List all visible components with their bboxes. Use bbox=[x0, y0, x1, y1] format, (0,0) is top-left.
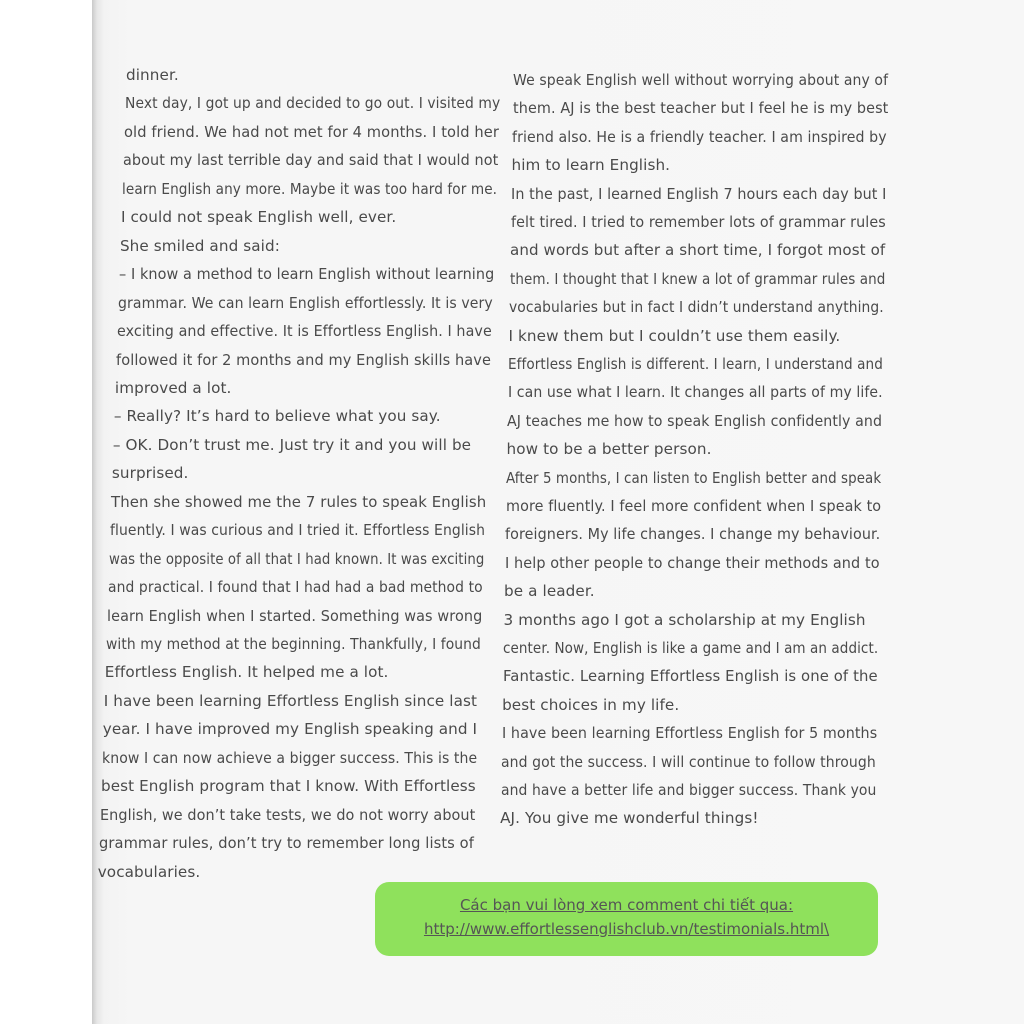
left-column-line: grammar rules, don’t try to remember long lists of bbox=[98, 834, 474, 853]
right-column-line: and words but after a short time, I forgot most of bbox=[510, 241, 886, 260]
left-column-line: with my method at the beginning. Thankfully, I found bbox=[105, 635, 481, 653]
right-column-line: I knew them but I couldn’t use them easily. bbox=[508, 326, 841, 345]
left-column-line: learn English when I started. Something was wrong bbox=[106, 606, 483, 625]
right-column-line: After 5 months, I can listen to English better and speak bbox=[506, 468, 882, 487]
left-column-line: surprised. bbox=[111, 464, 189, 483]
right-column-line: We speak English well without worrying about any of bbox=[513, 71, 889, 89]
left-column-line: I could not speak English well, ever. bbox=[120, 208, 397, 227]
left-column-line: vocabularies. bbox=[97, 862, 201, 881]
left-column-line: – OK. Don’t trust me. Just try it and you will be bbox=[112, 435, 472, 454]
right-column-line: I have been learning Effortless English for 5 months bbox=[501, 724, 877, 743]
right-column-line: 3 months ago I got a scholarship at my English bbox=[503, 610, 866, 629]
left-column-line: and practical. I found that I had had a bad method to bbox=[107, 578, 483, 597]
left-column-line: Then she showed me the 7 rules to speak English bbox=[110, 492, 487, 511]
left-column-line: old friend. We had not met for 4 months. I told her bbox=[123, 122, 499, 141]
right-column-line: In the past, I learned English 7 hours each day but I bbox=[511, 184, 887, 203]
left-column-line: Effortless English. It helped me a lot. bbox=[104, 663, 389, 682]
right-column-line: friend also. He is a friendly teacher. I am inspired by bbox=[512, 127, 887, 146]
right-column-line: and have a better life and bigger success. Thank you bbox=[500, 781, 877, 799]
background-margin bbox=[0, 0, 96, 1024]
left-column-line: fluently. I was curious and I tried it. Effortless English bbox=[109, 521, 485, 540]
right-column-line: I can use what I learn. It changes all parts of my life. bbox=[507, 383, 883, 402]
right-column-line: felt tired. I tried to remember lots of grammar rules bbox=[510, 213, 886, 231]
right-column-line: center. Now, English is like a game and I am an addict. bbox=[503, 639, 879, 657]
right-column-line: Effortless English is different. I learn, I understand and bbox=[508, 355, 883, 373]
right-column-line: vocabularies but in fact I didn’t understand anything. bbox=[509, 298, 884, 317]
left-column-line: exciting and effective. It is Effortless English. I have bbox=[116, 322, 492, 341]
left-column-line: was the opposite of all that I had known. It was exciting bbox=[108, 549, 485, 568]
left-column-line: followed it for 2 months and my English skills have bbox=[115, 350, 491, 369]
testimonial-link-callout bbox=[375, 882, 878, 956]
left-column-line: – Really? It’s hard to believe what you say. bbox=[113, 407, 441, 426]
right-text-column bbox=[92, 0, 889, 900]
left-column-line: dinner. bbox=[126, 66, 179, 84]
right-column-line: foreigners. My life changes. I change my behaviour. bbox=[505, 525, 881, 544]
right-column-line: him to learn English. bbox=[511, 156, 671, 175]
right-column-line: be a leader. bbox=[504, 582, 595, 601]
left-column-line: improved a lot. bbox=[114, 378, 232, 397]
right-column-line: them. I thought that I knew a lot of grammar rules and bbox=[509, 269, 885, 288]
right-column-line: them. AJ is the best teacher but I feel he is my best bbox=[512, 99, 888, 118]
right-column-line: more fluently. I feel more confident when I speak to bbox=[505, 497, 881, 515]
left-column-line: grammar. We can learn English effortlessly. It is very bbox=[117, 293, 493, 312]
right-column-line: AJ. You give me wonderful things! bbox=[500, 809, 759, 828]
callout-caption: Các bạn vui lòng xem comment chi tiết qua: bbox=[459, 896, 794, 914]
right-column-line: best choices in my life. bbox=[502, 695, 680, 714]
right-column-line: AJ teaches me how to speak English confidently and bbox=[507, 411, 883, 430]
left-column-line: English, we don’t take tests, we do not worry about bbox=[99, 805, 476, 824]
testimonials-link[interactable]: http://www.effortlessenglishclub.vn/testimonials.html\ bbox=[423, 920, 830, 938]
left-column-line: best English program that I know. With Effortless bbox=[100, 777, 476, 796]
left-column-line: learn English any more. Maybe it was too hard for me. bbox=[121, 179, 498, 198]
left-column-line: I have been learning Effortless English since last bbox=[103, 691, 478, 710]
right-column-line: how to be a better person. bbox=[506, 440, 712, 459]
right-column-line: I help other people to change their methods and to bbox=[504, 553, 880, 572]
right-column-line: and got the success. I will continue to follow through bbox=[501, 752, 876, 771]
left-column-line: – I know a method to learn English without learning bbox=[118, 265, 495, 284]
left-column-line: She smiled and said: bbox=[119, 236, 280, 255]
left-column-line: year. I have improved my English speaking and I bbox=[102, 720, 478, 739]
left-column-line: know I can now achieve a bigger success. This is the bbox=[101, 748, 477, 767]
left-column-line: about my last terrible day and said that I would not bbox=[122, 151, 499, 170]
right-column-line: Fantastic. Learning Effortless English is one of the bbox=[502, 667, 878, 686]
book-page bbox=[92, 0, 1024, 1024]
left-column-line: Next day, I got up and decided to go out. I visited my bbox=[124, 94, 501, 113]
